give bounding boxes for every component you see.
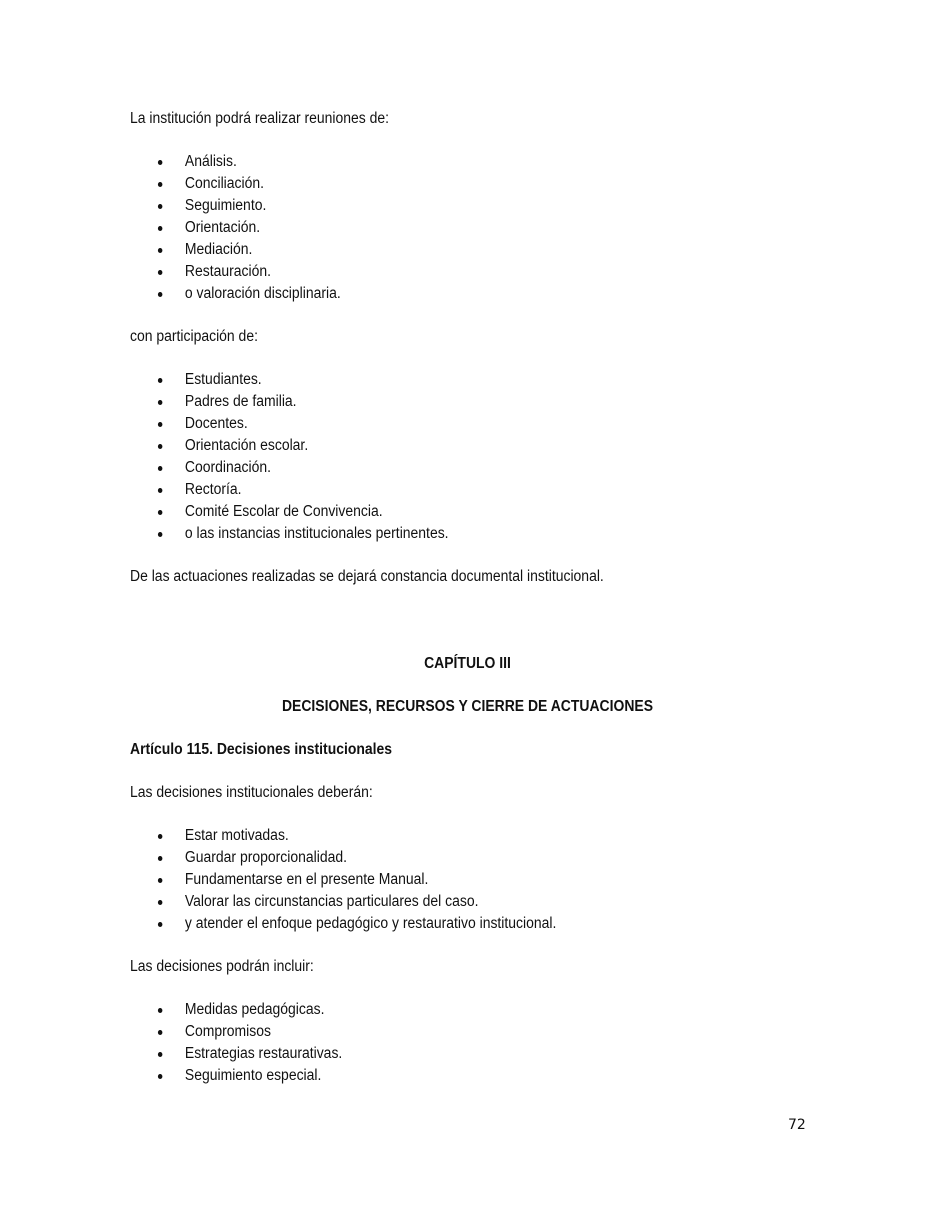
- list-item: Estudiantes.: [130, 369, 738, 391]
- list-item: Compromisos: [130, 1021, 738, 1043]
- bullet-icon: [158, 1008, 163, 1013]
- bullet-icon: [158, 182, 163, 187]
- list-item: Mediación.: [130, 239, 738, 261]
- bullet-icon: [158, 378, 163, 383]
- list-item: Guardar proporcionalidad.: [130, 847, 738, 869]
- bullet-icon: [158, 1052, 163, 1057]
- bullet-icon: [158, 422, 163, 427]
- bullet-icon: [158, 878, 163, 883]
- list-item: Conciliación.: [130, 173, 738, 195]
- bullet-icon: [158, 160, 163, 165]
- page-number: 72: [788, 1117, 806, 1133]
- list-item: Fundamentarse en el presente Manual.: [130, 869, 738, 891]
- bullet-icon: [158, 834, 163, 839]
- list-item: Orientación escolar.: [130, 435, 738, 457]
- list-item: Rectoría.: [130, 479, 738, 501]
- page-content: [130, 108, 738, 1087]
- bullet-icon: [158, 400, 163, 405]
- list-item: Estar motivadas.: [130, 825, 738, 847]
- list-item: Análisis.: [130, 151, 738, 173]
- record-note: De las actuaciones realizadas se dejará constancia documental institucional.: [130, 568, 604, 585]
- bullet-icon: [158, 856, 163, 861]
- chapter-title: DECISIONES, RECURSOS Y CIERRE DE ACTUACIONES: [281, 698, 654, 715]
- list-item: Padres de familia.: [130, 391, 738, 413]
- bullet-icon: [158, 466, 163, 471]
- list-item: Orientación.: [130, 217, 738, 239]
- bullet-icon: [158, 900, 163, 905]
- meetings-intro: La institución podrá realizar reuniones de:: [130, 110, 390, 127]
- bullet-icon: [158, 488, 163, 493]
- requirements-list: [130, 825, 738, 935]
- list-item: o las instancias institucionales pertinentes.: [130, 523, 738, 545]
- participation-intro: con participación de:: [130, 328, 258, 345]
- bullet-icon: [158, 444, 163, 449]
- bullet-icon: [158, 204, 163, 209]
- may-include-list: [130, 999, 738, 1087]
- list-item: y atender el enfoque pedagógico y restaurativo institucional.: [130, 913, 738, 935]
- bullet-icon: [158, 1074, 163, 1079]
- list-item: Medidas pedagógicas.: [130, 999, 738, 1021]
- participants-list: [130, 369, 738, 545]
- list-item: Coordinación.: [130, 457, 738, 479]
- bullet-icon: [158, 248, 163, 253]
- bullet-icon: [158, 270, 163, 275]
- list-item: Seguimiento.: [130, 195, 738, 217]
- bullet-icon: [158, 292, 163, 297]
- bullet-icon: [158, 226, 163, 231]
- meeting-types-list: [130, 151, 738, 305]
- bullet-icon: [158, 922, 163, 927]
- article-heading: Artículo 115. Decisiones institucionales: [130, 741, 393, 758]
- list-item: Estrategias restaurativas.: [130, 1043, 738, 1065]
- decisions-intro: Las decisiones institucionales deberán:: [130, 784, 373, 801]
- bullet-icon: [158, 532, 163, 537]
- list-item: Comité Escolar de Convivencia.: [130, 501, 738, 523]
- list-item: Restauración.: [130, 261, 738, 283]
- may-include-intro: Las decisiones podrán incluir:: [130, 958, 314, 975]
- bullet-icon: [158, 1030, 163, 1035]
- list-item: o valoración disciplinaria.: [130, 283, 738, 305]
- list-item: Seguimiento especial.: [130, 1065, 738, 1087]
- bullet-icon: [158, 510, 163, 515]
- list-item: Valorar las circunstancias particulares del caso.: [130, 891, 738, 913]
- list-item: Docentes.: [130, 413, 738, 435]
- chapter-number: CAPÍTULO III: [424, 655, 511, 672]
